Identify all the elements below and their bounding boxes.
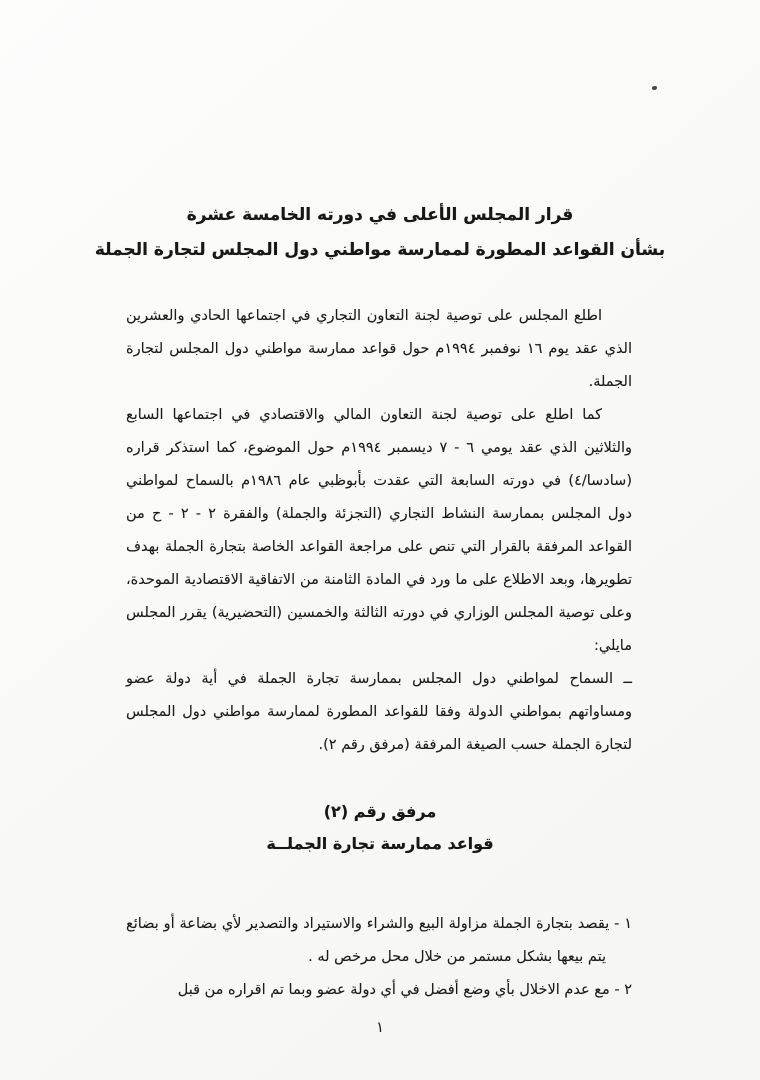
annex-heading bbox=[0, 796, 760, 860]
body-paragraph: كما اطلع على توصية لجنة التعاون المالي والاقتصادي في اجتماعها السابع والثلاثين الذي عقد يومي ٦ - ٧ ديسمبر ١٩٩٤م حول الموضوع، كما استذكر قراره (سادسا/٤) في دورته السابعة التي عقدت بأبوظبي عام ١٩٨٦م بالسماح لمواطني دول المجلس بممارسة النشاط التجاري (التجزئة والجملة) والفقرة ٢ - ٢ - ح من القواعد المرفقة بالقرار التي تنص على مراجعة القواعد الخاصة بتجارة الجملة بهدف تطويرها، وبعد الاطلاع على ما ورد في المادة الثامنة من الاتفاقية الاقتصادية الموحدة، وعلى توصية المجلس الوزاري في دورته الثالثة والخمسين (التحضيرية) يقرر المجلس مايلي: bbox=[126, 407, 633, 654]
document-title bbox=[0, 198, 760, 268]
title-line-2: بشأن القواعد المطورة لممارسة مواطني دول المجلس لتجارة الجملة bbox=[94, 240, 666, 260]
document-body bbox=[126, 300, 632, 762]
body-paragraph: ــ السماح لمواطني دول المجلس بممارسة تجارة الجملة في أية دولة عضو ومساواتهم بمواطني الدولة وفقا للقواعد المطورة لممارسة مواطني دول المجلس لتجارة الجملة حسب الصيغة المرفقة (مرفق رقم ٢). bbox=[126, 671, 632, 753]
title-line-1: قرار المجلس الأعلى في دورته الخامسة عشرة bbox=[186, 205, 574, 225]
body-paragraph: اطلع المجلس على توصية لجنة التعاون التجاري في اجتماعها الحادي والعشرين الذي عقد يوم ١٦ نوفمبر ١٩٩٤م حول قواعد ممارسة مواطني دول المجلس لتجارة الجملة. bbox=[126, 308, 633, 390]
annex-heading-line-2: قواعد ممارسة تجارة الجملــة bbox=[266, 834, 494, 853]
rules-list bbox=[126, 908, 632, 1007]
list-item: ١ - يقصد بتجارة الجملة مزاولة البيع والشراء والاستيراد والتصدير لأي بضاعة أو بضائع يتم بيعها بشكل مستمر من خلال محل مرخص له . bbox=[126, 916, 632, 965]
page-number: ١ bbox=[375, 1018, 385, 1036]
annex-heading-line-1: مرفق رقم (٢) bbox=[323, 802, 437, 821]
list-item: ٢ - مع عدم الاخلال بأي وضع أفضل في أي دولة عضو وبما تم اقراره من قبل bbox=[177, 982, 632, 998]
